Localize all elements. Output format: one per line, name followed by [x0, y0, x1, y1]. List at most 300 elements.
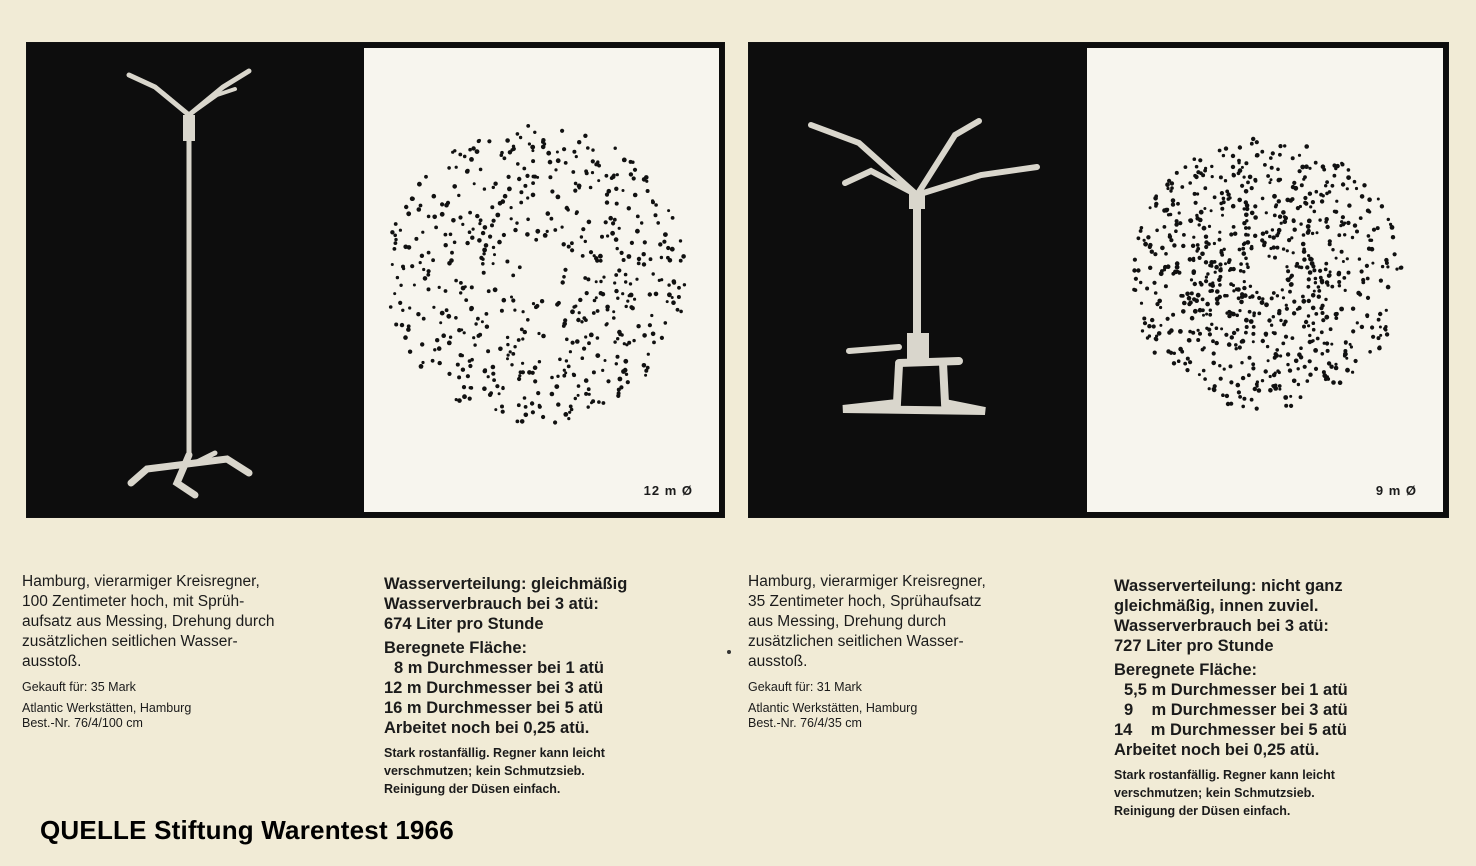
spray-dot	[502, 298, 507, 303]
spray-dot	[1285, 198, 1290, 203]
spray-dot	[606, 308, 610, 312]
spray-dot	[1277, 178, 1282, 183]
spray-dot	[1146, 336, 1149, 339]
area-line: 8 m Durchmesser bei 1 atü	[394, 659, 605, 677]
spray-dot	[587, 387, 591, 391]
spray-dot	[1201, 348, 1205, 352]
spray-dot	[1173, 352, 1176, 355]
spray-dot	[1185, 368, 1189, 372]
spray-dot	[420, 342, 424, 346]
spray-dot	[1351, 307, 1355, 311]
spray-dot	[652, 272, 655, 275]
spray-dot	[1347, 203, 1351, 207]
spray-dot	[1186, 357, 1190, 361]
area-line: 5,5 m Durchmesser bei 1 atü	[1124, 681, 1348, 699]
spray-dot	[1320, 199, 1324, 203]
spray-dot	[1238, 309, 1241, 312]
spray-dot	[522, 167, 526, 171]
spray-dot	[518, 265, 522, 269]
spray-dot	[1172, 243, 1176, 247]
spray-dot	[1327, 274, 1331, 278]
spray-dot	[614, 273, 618, 277]
spray-dot	[534, 238, 538, 242]
spec-line: 727 Liter pro Stunde	[1114, 637, 1274, 655]
spray-dot	[1250, 142, 1254, 146]
spray-dot	[1166, 187, 1169, 190]
spray-dot	[1218, 295, 1222, 299]
spray-dot	[1162, 208, 1167, 213]
spray-dot	[1275, 246, 1279, 250]
spray-dot	[605, 200, 609, 204]
water-distribution-pattern-2	[1087, 48, 1443, 512]
spray-dot	[1165, 182, 1170, 187]
spray-dot	[1142, 317, 1146, 321]
spray-dot	[1178, 211, 1181, 214]
spray-dot	[473, 343, 476, 346]
spray-dot	[621, 292, 624, 295]
spray-dot	[1284, 335, 1288, 339]
spray-dot	[1395, 268, 1398, 271]
spray-dot	[472, 336, 475, 339]
spray-dot	[1286, 269, 1290, 273]
spray-dot	[450, 251, 454, 255]
spray-dot	[646, 189, 650, 193]
spray-dot	[470, 236, 474, 240]
spray-dot	[1196, 293, 1201, 298]
spray-dot	[399, 229, 402, 232]
spray-dot	[569, 405, 573, 409]
product-description-2	[748, 572, 1088, 731]
spray-dot	[493, 253, 496, 256]
spray-dot	[475, 214, 479, 218]
spray-dot	[672, 279, 677, 284]
spray-dot	[615, 362, 618, 365]
spray-dot	[1309, 205, 1312, 208]
spray-dot	[444, 233, 448, 237]
spray-dot	[617, 388, 621, 392]
spray-dot	[649, 257, 653, 261]
spray-dot	[538, 360, 541, 363]
spray-dot	[1312, 328, 1316, 332]
spray-dot	[1293, 228, 1297, 232]
spray-dot	[1232, 331, 1236, 335]
spray-dot	[671, 296, 674, 299]
spray-dot	[1251, 137, 1255, 141]
spray-dot	[591, 399, 595, 403]
spray-dot	[1244, 331, 1248, 335]
spray-dot	[1322, 168, 1326, 172]
spray-dot	[1366, 277, 1370, 281]
spray-dot	[1337, 272, 1342, 277]
spray-dot	[597, 164, 601, 168]
spray-dot	[608, 216, 613, 221]
short-sprinkler-illustration	[749, 43, 1085, 517]
spray-dot	[1333, 210, 1337, 214]
spray-dot	[1248, 310, 1252, 314]
product-image-panel-2	[748, 42, 1449, 518]
spray-dot	[584, 378, 589, 383]
spray-dot	[1244, 318, 1249, 323]
spray-dot	[519, 190, 523, 194]
spray-dot	[1225, 311, 1228, 314]
spray-dot	[463, 331, 466, 334]
spray-dot	[574, 182, 578, 186]
spray-dot	[535, 229, 540, 234]
spray-dot	[1324, 262, 1328, 266]
spray-dot	[562, 242, 566, 246]
spray-dot	[525, 232, 530, 237]
spray-dot	[1318, 269, 1322, 273]
spray-dot	[683, 283, 686, 286]
spray-dot	[1180, 185, 1184, 189]
spray-dot	[1318, 218, 1321, 221]
spray-dot	[1155, 229, 1159, 233]
spray-dot	[1355, 230, 1359, 234]
spray-dot	[492, 378, 496, 382]
spray-dot	[663, 232, 668, 237]
spray-dot	[1237, 296, 1241, 300]
spray-dot	[1160, 246, 1165, 251]
spray-dot	[1190, 278, 1193, 281]
spray-dot	[506, 343, 509, 346]
spray-dot	[481, 262, 485, 266]
spray-dot	[614, 237, 619, 242]
spray-dot	[1271, 384, 1274, 387]
spray-dot	[1210, 323, 1213, 326]
spray-dot	[1221, 214, 1224, 217]
spray-dot	[654, 292, 659, 297]
spray-dot	[498, 201, 503, 206]
spray-dot	[1278, 215, 1282, 219]
description-line: aufsatz aus Messing, Drehung durch	[22, 613, 275, 630]
spray-dot	[510, 217, 513, 220]
spray-dot	[1243, 207, 1246, 210]
spray-dot	[462, 385, 466, 389]
spray-dot	[1188, 339, 1191, 342]
spec-line: Wasserverbrauch bei 3 atü:	[384, 595, 599, 613]
spray-dot	[1242, 397, 1246, 401]
spray-dot	[1304, 202, 1308, 206]
spray-dot	[570, 408, 574, 412]
spray-dot	[613, 340, 616, 343]
spray-dot	[479, 168, 483, 172]
spray-dot	[1292, 219, 1296, 223]
spray-dot	[554, 384, 559, 389]
area-line: 9 m Durchmesser bei 3 atü	[1124, 701, 1348, 719]
spray-dot	[1260, 300, 1265, 305]
spray-dot	[487, 289, 491, 293]
spray-dot	[477, 139, 481, 143]
spray-dot	[646, 366, 650, 370]
spray-dot	[1307, 277, 1311, 281]
spray-dot	[581, 254, 585, 258]
spray-dot	[1353, 223, 1357, 227]
spray-dot	[1199, 210, 1204, 215]
spray-dot	[522, 310, 525, 313]
spray-dot	[1321, 304, 1325, 308]
spray-dot	[1317, 295, 1321, 299]
spray-dot	[548, 160, 553, 165]
spray-dot	[632, 339, 635, 342]
spray-dot	[605, 193, 609, 197]
spray-dot	[651, 332, 656, 337]
spray-dot	[1298, 169, 1302, 173]
spray-dot	[1140, 302, 1143, 305]
spray-dot	[1386, 285, 1391, 290]
spray-dot	[1292, 251, 1295, 254]
spray-dot	[498, 392, 501, 395]
spray-dot	[563, 412, 568, 417]
spray-dot	[516, 162, 520, 166]
description-line: Hamburg, vierarmiger Kreisregner,	[748, 573, 986, 590]
spray-dot	[1271, 228, 1274, 231]
spray-dot	[503, 156, 507, 160]
spray-dot	[1299, 205, 1302, 208]
spray-dot	[1208, 387, 1211, 390]
spray-dot	[1273, 214, 1277, 218]
spray-dot	[445, 308, 449, 312]
spray-dot	[1335, 257, 1338, 260]
spray-dot	[1203, 186, 1207, 190]
spray-dot	[616, 355, 620, 359]
spray-dot	[1314, 281, 1317, 284]
spray-dot	[578, 311, 581, 314]
spray-dot	[1220, 327, 1223, 330]
spray-dot	[572, 373, 575, 376]
spray-dot	[1223, 368, 1226, 371]
spray-dot	[624, 273, 628, 277]
spray-dot	[1362, 183, 1366, 187]
spray-dot	[1385, 309, 1388, 312]
spray-dot	[1345, 368, 1350, 373]
spray-dot	[1229, 282, 1233, 286]
spray-dot	[1297, 367, 1300, 370]
spray-dot	[1221, 393, 1225, 397]
spray-dot	[403, 245, 408, 250]
spray-dot	[1232, 225, 1236, 229]
spray-dot	[495, 213, 500, 218]
spray-dot	[576, 318, 580, 322]
spray-dot	[512, 145, 515, 148]
spray-dot	[393, 234, 397, 238]
spray-dot	[1218, 364, 1221, 367]
spray-dot	[1183, 362, 1187, 366]
spray-dot	[519, 136, 522, 139]
spray-dot	[629, 293, 634, 298]
note-line: Stark rostanfällig. Regner kann leicht	[1114, 768, 1335, 782]
spray-dot	[624, 280, 627, 283]
spray-dot	[457, 375, 461, 379]
spray-dot	[1229, 380, 1233, 384]
spray-dot	[660, 336, 664, 340]
spray-dot	[648, 292, 652, 296]
spray-dot	[1376, 226, 1380, 230]
spray-dot	[613, 281, 616, 284]
spray-dot	[595, 353, 600, 358]
note-line: Stark rostanfällig. Regner kann leicht	[384, 746, 605, 760]
spray-dot	[629, 282, 632, 285]
spray-dot	[556, 195, 561, 200]
spray-dot	[1308, 359, 1312, 363]
spray-dot	[406, 211, 411, 216]
spray-dot	[636, 324, 640, 328]
spray-dot	[407, 324, 411, 328]
spray-dot	[662, 240, 666, 244]
spray-dot	[526, 196, 529, 199]
spray-dot	[1303, 365, 1307, 369]
spray-dot	[1244, 161, 1248, 165]
spray-dot	[481, 320, 484, 323]
spray-dot	[1218, 275, 1222, 279]
spray-dot	[432, 306, 435, 309]
spray-dot	[658, 242, 662, 246]
spray-dot	[449, 336, 452, 339]
spray-dot	[424, 175, 428, 179]
spray-dot	[1218, 283, 1222, 287]
spray-dot	[531, 193, 536, 198]
spray-dot	[1311, 306, 1316, 311]
spray-dot	[1244, 226, 1248, 230]
note-line: Reinigung der Düsen einfach.	[384, 782, 561, 796]
spray-dot	[1222, 154, 1225, 157]
spray-dot	[1163, 268, 1166, 271]
spray-dot	[447, 372, 451, 376]
spray-dot	[1360, 194, 1365, 199]
spray-dot	[1197, 329, 1200, 332]
spray-dot	[1314, 161, 1318, 165]
spray-dot	[681, 254, 686, 259]
spray-dot	[1299, 355, 1303, 359]
price: Gekauft für: 31 Mark	[748, 680, 862, 694]
spray-dot	[517, 403, 521, 407]
spray-dot	[413, 284, 416, 287]
spray-dot	[1324, 268, 1328, 272]
spray-dot	[605, 323, 608, 326]
spray-dot	[1319, 276, 1323, 280]
spray-dot	[1301, 242, 1306, 247]
spray-dot	[599, 280, 602, 283]
spray-dot	[1198, 158, 1202, 162]
spray-dot	[1311, 293, 1316, 298]
spray-dot	[493, 287, 498, 292]
spray-dot	[1219, 175, 1223, 179]
area-line: Arbeitet noch bei 0,25 atü.	[384, 719, 590, 737]
spray-dot	[492, 246, 495, 249]
description-line: 35 Zentimeter hoch, Sprühaufsatz	[748, 593, 982, 610]
spray-dot	[1210, 165, 1213, 168]
spray-dot	[524, 405, 528, 409]
spray-dot	[1290, 236, 1293, 239]
spray-dot	[1190, 316, 1195, 321]
spray-dot	[1298, 265, 1301, 268]
spray-dot	[533, 379, 537, 383]
spray-dot	[1393, 252, 1397, 256]
spray-dot	[571, 170, 575, 174]
spray-dot	[1343, 233, 1346, 236]
spray-dot	[401, 309, 404, 312]
spray-dot	[606, 379, 610, 383]
spray-dot	[561, 226, 564, 229]
spray-dot	[461, 354, 464, 357]
spray-dot	[1386, 265, 1389, 268]
spray-dot	[501, 410, 505, 414]
spray-dot	[1268, 181, 1271, 184]
spray-dot	[591, 148, 594, 151]
spray-dot	[1311, 200, 1315, 204]
spray-dot	[620, 251, 624, 255]
spray-dot	[410, 264, 414, 268]
spray-dot	[1141, 329, 1144, 332]
spray-dot	[1153, 252, 1157, 256]
spray-dot	[1192, 257, 1195, 260]
spray-dot	[475, 149, 480, 154]
spray-dot	[1208, 225, 1211, 228]
spray-dot	[1359, 216, 1363, 220]
spray-dot	[1379, 326, 1382, 329]
spray-dot	[1303, 196, 1307, 200]
spray-dot	[1247, 373, 1251, 377]
spray-dot	[1188, 257, 1193, 262]
spray-dot	[533, 365, 538, 370]
spray-dot	[1218, 238, 1222, 242]
spray-dot	[616, 173, 619, 176]
spray-dot	[472, 228, 475, 231]
spray-dot	[584, 392, 588, 396]
spray-dot	[1288, 368, 1292, 372]
spray-dot	[575, 210, 579, 214]
spray-dot	[1275, 203, 1279, 207]
spray-dot	[488, 393, 492, 397]
spray-dot	[1157, 331, 1162, 336]
spray-dot	[1212, 351, 1216, 355]
spray-dot	[531, 149, 534, 152]
spray-dot	[1192, 269, 1197, 274]
manufacturer: Atlantic Werkstätten, Hamburg	[22, 701, 192, 715]
spray-dot	[390, 230, 394, 234]
spray-dot	[1268, 255, 1271, 258]
spray-dot	[1251, 362, 1255, 366]
spray-dot	[1283, 144, 1286, 147]
sprinkler-photo-tall	[27, 43, 363, 517]
spray-dot	[466, 374, 470, 378]
spray-dot	[564, 371, 567, 374]
spray-dot	[476, 317, 480, 321]
spray-dot	[1377, 198, 1380, 201]
spray-dot	[455, 166, 458, 169]
spray-dot	[626, 300, 629, 303]
spray-dot	[1204, 279, 1208, 283]
spray-dot	[528, 142, 531, 145]
spec-line: Wasserverbrauch bei 3 atü:	[1114, 617, 1329, 635]
spray-dot	[593, 254, 596, 257]
price: Gekauft für: 35 Mark	[22, 680, 136, 694]
spray-dot	[1204, 235, 1208, 239]
spray-dot	[1399, 266, 1403, 270]
spray-dot	[1365, 313, 1369, 317]
spray-dot	[1272, 331, 1275, 334]
spray-dot	[1253, 234, 1257, 238]
spray-dot	[531, 410, 535, 414]
spray-dot	[1207, 242, 1211, 246]
spray-dot	[1219, 267, 1222, 270]
order-number: Best.-Nr. 76/4/35 cm	[748, 716, 862, 730]
spray-dot	[1238, 345, 1242, 349]
spray-dot	[1294, 359, 1299, 364]
spray-dot	[456, 363, 460, 367]
spray-dot	[394, 323, 398, 327]
spray-dot	[461, 223, 464, 226]
test-results-2	[1114, 576, 1454, 820]
